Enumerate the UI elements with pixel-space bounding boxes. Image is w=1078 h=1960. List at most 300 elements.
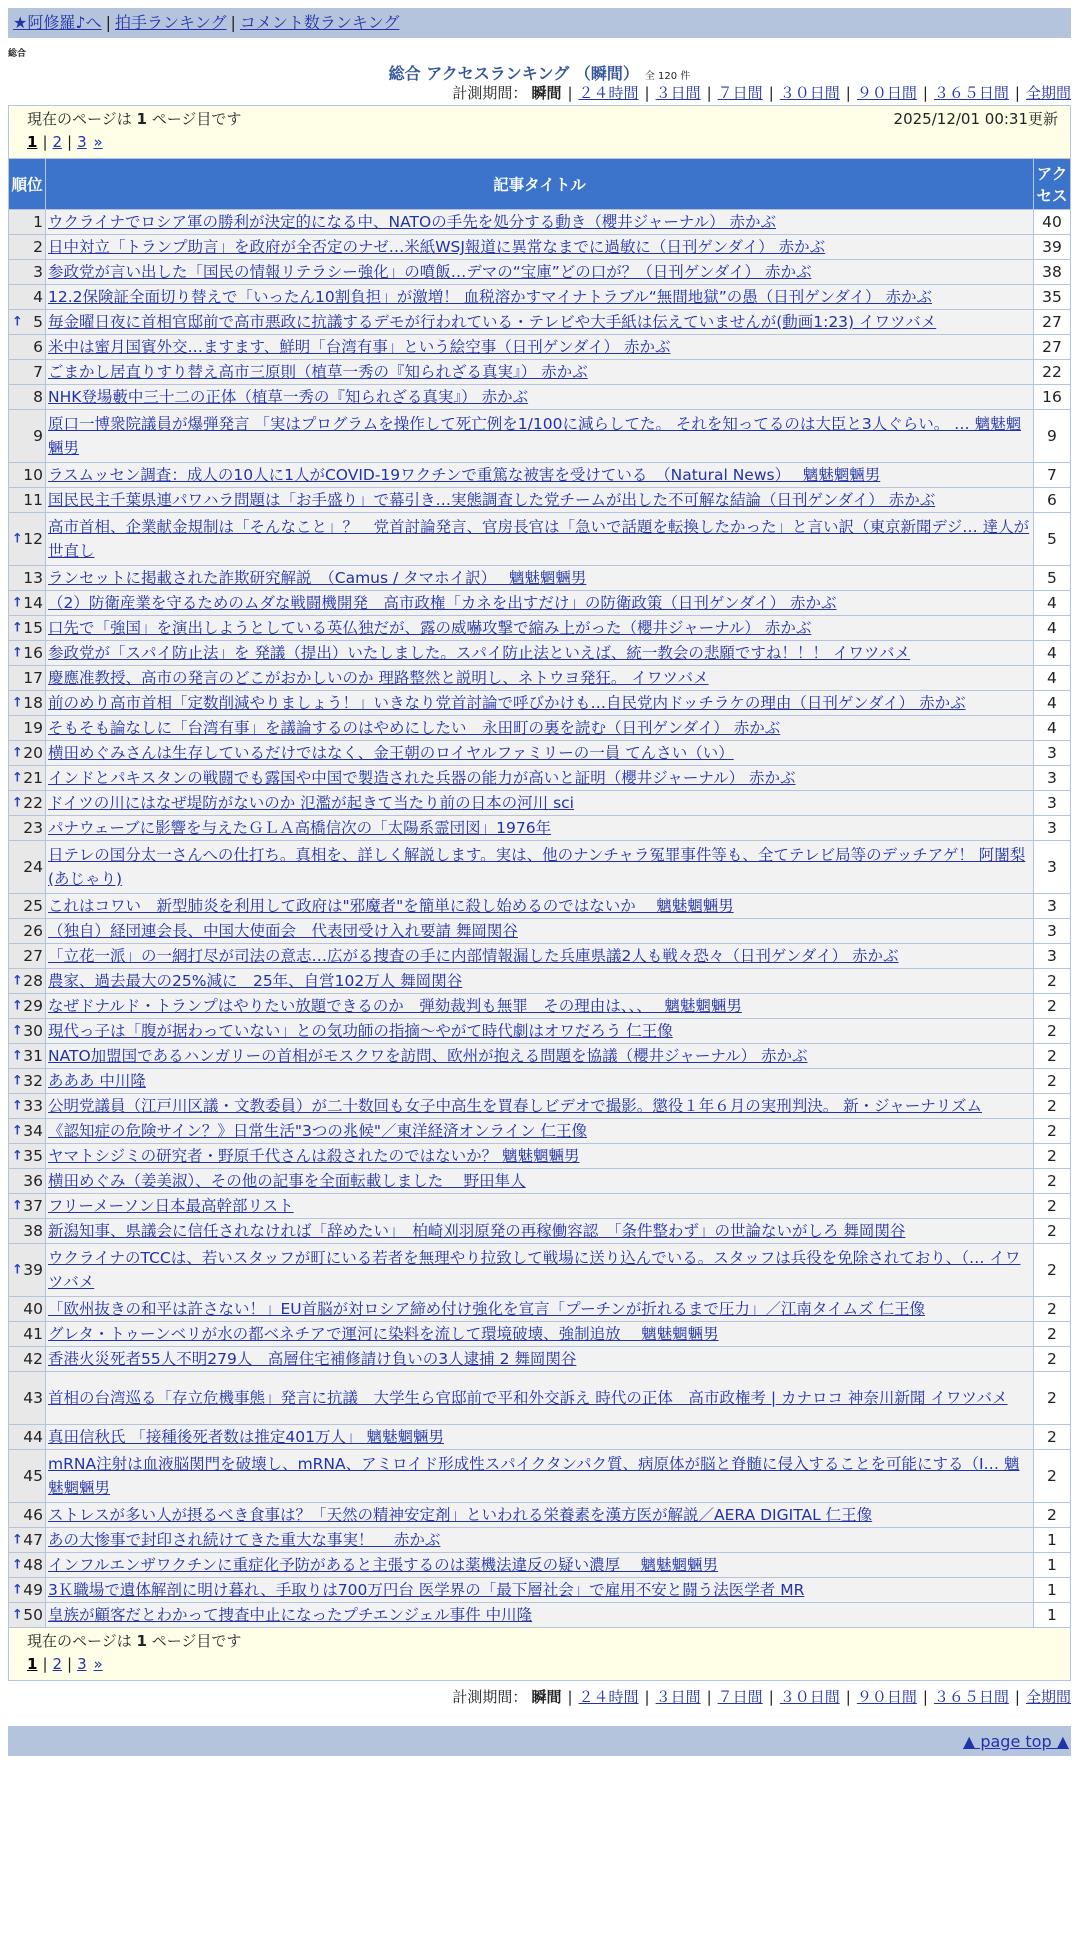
rank-cell (9, 841, 46, 894)
access-count: 1 (1033, 1553, 1070, 1578)
rank-number: 50 (23, 1606, 43, 1624)
rank-cell (9, 566, 46, 591)
table-row (9, 666, 1071, 691)
access-count: 9 (1033, 410, 1070, 463)
title-cell (46, 591, 1034, 616)
title-cell (46, 969, 1034, 994)
access-count: 40 (1033, 210, 1070, 235)
period-separator: | (706, 84, 712, 102)
article-link[interactable]: 公明党議員（江戸川区議・文教委員）が二十数回も女子中高生を買春しビデオで撮影。懲役１年６月の実刑判決。 新・ジャーナリズム (48, 1097, 983, 1115)
access-count: 2 (1033, 1069, 1070, 1094)
col-header-title: 記事タイトル (46, 159, 1034, 210)
access-count: 2 (1033, 1144, 1070, 1169)
next-page-link[interactable]: » (93, 1655, 103, 1673)
up-arrow-icon: ↑ (12, 695, 23, 711)
next-page-link[interactable]: » (93, 133, 103, 151)
article-link[interactable]: 国民民主千葉県連パワハラ問題は「お手盛り」で幕引き…実態調査した党チームが出した不可解な結論（日刊ゲンダイ） 赤かぶ (48, 491, 936, 509)
table-row (9, 1119, 1071, 1144)
up-arrow-icon: ↑ (12, 770, 23, 786)
access-count: 2 (1033, 1094, 1070, 1119)
period-link[interactable]: ２４時間 (578, 84, 639, 102)
rank-cell (9, 385, 46, 410)
access-count: 2 (1033, 1169, 1070, 1194)
period-current: 瞬間 (531, 1688, 562, 1706)
access-count: 4 (1033, 591, 1070, 616)
rank-number: 37 (23, 1197, 43, 1215)
page-current: 1 (27, 1655, 38, 1673)
article-link[interactable]: グレタ・トゥーンベリが水の都ベネチアで運河に染料を流して環境破壊、強制追放 魑魅魍魎男 (48, 1325, 719, 1343)
period-separator: | (922, 1688, 928, 1706)
article-link[interactable]: 首相の台湾巡る「存立危機事態」発言に抗議 大学生ら官邸前で平和外交訴え 時代の正体 高市政権考 | カナロコ 神奈川新聞 イワツバメ (48, 1389, 1008, 1407)
table-row (9, 385, 1071, 410)
rank-number: 9 (33, 427, 43, 445)
rank-cell (9, 1425, 46, 1450)
period-separator: | (1014, 1688, 1020, 1706)
page-links (27, 1652, 1058, 1676)
table-row (9, 1094, 1071, 1119)
access-count: 2 (1033, 1450, 1070, 1503)
period-link[interactable]: ３日間 (655, 84, 701, 102)
rank-number: 47 (23, 1531, 43, 1549)
rank-number: 6 (33, 338, 43, 356)
rank-number: 42 (23, 1350, 43, 1368)
rank-number: 33 (23, 1097, 43, 1115)
title-cell (46, 691, 1034, 716)
rank-cell (9, 1553, 46, 1578)
article-link[interactable]: NATO加盟国であるハンガリーの首相がモスクワを訪問、欧州が抱える問題を協議（櫻井ジャーナル） 赤かぶ (48, 1047, 808, 1065)
title-cell (46, 1044, 1034, 1069)
rank-number: 29 (23, 997, 43, 1015)
article-link[interactable]: これはコワい 新型肺炎を利用して政府は"邪魔者"を簡単に殺し始めるのではないか 魑魅魍魎男 (48, 897, 734, 915)
period-separator: | (768, 84, 774, 102)
access-count: 3 (1033, 944, 1070, 969)
title-cell (46, 488, 1034, 513)
up-arrow-icon: ↑ (12, 745, 23, 761)
up-arrow-icon: ↑ (12, 595, 23, 611)
period-label: 計測期間： (452, 84, 528, 102)
table-row (9, 841, 1071, 894)
article-link[interactable]: ヤマトシジミの研究者・野原千代さんは殺されたのではないか？ 魑魅魍魎男 (48, 1147, 580, 1165)
period-link[interactable]: ９０日間 (856, 1688, 917, 1706)
table-row (9, 816, 1071, 841)
title-cell (46, 463, 1034, 488)
period-link[interactable]: ３０日間 (779, 1688, 840, 1706)
rank-cell (9, 1119, 46, 1144)
article-link[interactable]: mRNA注射は血液脳関門を破壊し、mRNA、アミロイド形成性スパイクタンパク質、病原体が脳と脊髄に侵入することを可能にする（I… 魑魅魍魎男 (48, 1455, 1020, 1497)
table-row (9, 1347, 1071, 1372)
table-row (9, 766, 1071, 791)
rank-number: 18 (23, 694, 43, 712)
rank-number: 44 (23, 1428, 43, 1446)
title-cell (46, 616, 1034, 641)
title-cell (46, 716, 1034, 741)
period-link[interactable]: ２４時間 (578, 1688, 639, 1706)
article-link[interactable]: ウクライナでロシア軍の勝利が決定的になる中、NATOの手先を処分する動き（櫻井ジャーナル） 赤かぶ (48, 213, 777, 231)
col-header-rank: 順位 (9, 159, 46, 210)
title-cell (46, 335, 1034, 360)
title-cell (46, 1297, 1034, 1322)
access-count: 2 (1033, 1044, 1070, 1069)
article-link[interactable]: 米中は蜜月国賓外交…ますます、鮮明「台湾有事」という絵空事（日刊ゲンダイ） 赤かぶ (48, 338, 671, 356)
period-link[interactable]: ３６５日間 (933, 1688, 1009, 1706)
title-cell (46, 210, 1034, 235)
title-cell (46, 1194, 1034, 1219)
access-count: 1 (1033, 1578, 1070, 1603)
article-link[interactable]: 12.2保険証全面切り替えで「いったん10割負担」が激増！ 血税溶かすマイナトラブル“無間地獄”の愚（日刊ゲンダイ） 赤かぶ (48, 288, 932, 306)
article-link[interactable]: 日中対立「トランプ助言」を政府が全否定のナゼ…米紙WSJ報道に異常なまでに過敏に（日刊ゲンダイ） 赤かぶ (48, 238, 826, 256)
access-count: 3 (1033, 894, 1070, 919)
access-count: 2 (1033, 1503, 1070, 1528)
rank-number: 11 (23, 491, 43, 509)
title-cell (46, 566, 1034, 591)
article-link[interactable]: 真田信秋氏 「接種後死者数は推定401万人」 魑魅魍魎男 (48, 1428, 444, 1446)
page-title: 総合 アクセスランキング （瞬間） (388, 64, 639, 83)
up-arrow-icon: ↑ (12, 1607, 23, 1623)
page-separator: | (67, 133, 73, 151)
access-count: 3 (1033, 816, 1070, 841)
access-count: 16 (1033, 385, 1070, 410)
table-row (9, 1297, 1071, 1322)
rank-cell (9, 616, 46, 641)
page-link[interactable]: 2 (52, 1655, 63, 1673)
period-link[interactable]: ３６５日間 (933, 84, 1009, 102)
rank-cell (9, 285, 46, 310)
table-row (9, 1144, 1071, 1169)
rank-number: 40 (23, 1300, 43, 1318)
access-count: 4 (1033, 691, 1070, 716)
top-nav (8, 8, 1071, 38)
table-row (9, 1019, 1071, 1044)
access-count: 4 (1033, 666, 1070, 691)
article-link[interactable]: そもそも論なしに「台湾有事」を議論するのはやめにしたい 永田町の裏を読む（日刊ゲンダイ） 赤かぶ (48, 719, 781, 737)
article-link[interactable]: 前のめり高市首相「定数削減やりましょう！」いきなり党首討論で呼びかけも…自民党内ドッチラケの理由（日刊ゲンダイ） 赤かぶ (48, 694, 966, 712)
article-link[interactable]: パナウェーブに影響を与えたＧＬＡ高橋信次の「太陽系霊団図」1976年 (48, 819, 552, 837)
access-count: 4 (1033, 641, 1070, 666)
article-link[interactable]: フリーメーソン日本最高幹部リスト (48, 1197, 294, 1215)
up-arrow-icon: ↑ (12, 795, 23, 811)
up-arrow-icon: ↑ (12, 1262, 23, 1278)
up-arrow-icon: ↑ (12, 1557, 23, 1573)
rank-cell (9, 310, 46, 335)
title-cell (46, 285, 1034, 310)
access-count: 5 (1033, 566, 1070, 591)
table-row (9, 1069, 1071, 1094)
rank-number: 1 (33, 213, 43, 231)
access-count: 27 (1033, 310, 1070, 335)
title-cell (46, 641, 1034, 666)
rank-number: 21 (23, 769, 43, 787)
access-count: 35 (1033, 285, 1070, 310)
rank-number: 26 (23, 922, 43, 940)
table-row (9, 335, 1071, 360)
rank-cell (9, 1578, 46, 1603)
period-selector-bottom (8, 1685, 1071, 1709)
article-link[interactable]: ウクライナのTCCは、若いスタッフが町にいる若者を無理やり拉致して戦場に送り込んでいる。スタッフは兵役を免除されており、（… イワツバメ (48, 1249, 1021, 1291)
article-link[interactable]: あああ 中川隆 (48, 1072, 146, 1090)
access-count: 3 (1033, 841, 1070, 894)
rank-number: 5 (33, 313, 43, 331)
rank-cell (9, 919, 46, 944)
access-count: 27 (1033, 335, 1070, 360)
table-row (9, 1244, 1071, 1297)
title-cell (46, 1019, 1034, 1044)
period-separator: | (567, 1688, 573, 1706)
period-separator: | (706, 1688, 712, 1706)
rank-cell (9, 1194, 46, 1219)
article-link[interactable]: 原口一博衆院議員が爆弾発言 「実はプログラムを操作して死亡例を1/100に減らしてた。 それを知ってるのは大臣と3人ぐらい。 … 魑魅魍魎男 (48, 415, 1022, 457)
table-row (9, 1578, 1071, 1603)
rank-number: 41 (23, 1325, 43, 1343)
up-arrow-icon: ↑ (12, 1023, 23, 1039)
period-link[interactable]: ７日間 (717, 84, 763, 102)
rank-number: 19 (23, 719, 43, 737)
rank-cell (9, 1372, 46, 1425)
rank-number: 3 (33, 263, 43, 281)
period-link[interactable]: 全期間 (1025, 84, 1071, 102)
rank-cell (9, 410, 46, 463)
article-link[interactable]: 皇族が顧客だとわかって捜査中止になったプチエンジェル事件 中川隆 (48, 1606, 533, 1624)
article-link[interactable]: ランセットに掲載された詐欺研究解説 （Camus / タマホイ訳） 魑魅魍魎男 (48, 569, 587, 587)
rank-cell (9, 1603, 46, 1628)
title-cell (46, 1169, 1034, 1194)
up-arrow-icon: ↑ (12, 973, 23, 989)
article-link[interactable]: 日テレの国分太一さんへの仕打ち。真相を、詳しく解説します。実は、他のナンチャラ冤罪事件等も、全てテレビ局等のデッチアゲ！ 阿闍梨(あじゃり) (48, 846, 1026, 888)
up-arrow-icon: ↑ (12, 1582, 23, 1598)
period-link[interactable]: ９０日間 (856, 84, 917, 102)
rank-number: 16 (23, 644, 43, 662)
rank-cell (9, 816, 46, 841)
title-cell (46, 385, 1034, 410)
table-row (9, 1603, 1071, 1628)
table-row (9, 1322, 1071, 1347)
table-row (9, 994, 1071, 1019)
access-count: 2 (1033, 1425, 1070, 1450)
table-row (9, 1450, 1071, 1503)
access-count: 2 (1033, 1194, 1070, 1219)
period-selector-top (8, 81, 1071, 105)
article-link[interactable]: 農家、過去最大の25%減に 25年、自営102万人 舞岡関谷 (48, 972, 463, 990)
access-count: 39 (1033, 235, 1070, 260)
table-row (9, 1194, 1071, 1219)
up-arrow-icon: ↑ (12, 1198, 23, 1214)
article-link[interactable]: ごまかし居直りすり替え高市三原則（植草一秀の『知られざる真実』） 赤かぶ (48, 363, 588, 381)
article-link[interactable]: 毎金曜日夜に首相官邸前で高市悪政に抗議するデモが行われている・テレビや大手紙は伝えていませんが(動画1:23) イワツバメ (48, 313, 937, 331)
col-header-access: アクセス (1033, 159, 1070, 210)
article-link[interactable]: ストレスが多い人が摂るべき食事は？「天然の精神安定剤」といわれる栄養素を漢方医が解説／AERA DIGITAL 仁王像 (48, 1506, 873, 1524)
home-link[interactable]: ★阿修羅♪へ (13, 13, 102, 32)
rank-number: 39 (23, 1261, 43, 1279)
rank-cell (9, 1450, 46, 1503)
rank-number: 25 (23, 897, 43, 915)
rank-number: 24 (23, 858, 43, 876)
rank-number: 30 (23, 1022, 43, 1040)
title-cell (46, 944, 1034, 969)
article-link[interactable]: ドイツの川にはなぜ堤防がないのか 氾濫が起きて当たり前の日本の河川 sci (48, 794, 574, 812)
access-count: 2 (1033, 1119, 1070, 1144)
article-link[interactable]: 新潟知事、県議会に信任されなければ「辞めたい」 柏崎刈羽原発の再稼働容認 「条件整わず」の世論ないがしろ 舞岡関谷 (48, 1222, 906, 1240)
title-cell (46, 1347, 1034, 1372)
rank-cell (9, 691, 46, 716)
article-link[interactable]: ラスムッセン調査：成人の10人に1人がCOVID-19ワクチンで重篤な被害を受けている （Natural News） 魑魅魍魎男 (48, 466, 881, 484)
category-label: 総合 (8, 49, 27, 59)
footer-bar (8, 1726, 1071, 1756)
pager-bottom (9, 1628, 1071, 1681)
access-count: 1 (1033, 1603, 1070, 1628)
updated-timestamp: 2025/12/01 00:31更新 (893, 110, 1058, 128)
period-link[interactable]: 全期間 (1025, 1688, 1071, 1706)
article-link[interactable]: 現代っ子は「腹が据わっていない」との気功師の指摘〜やがて時代劇はオワだろう 仁王像 (48, 1022, 673, 1040)
clap-ranking-link[interactable]: 拍手ランキング (114, 13, 227, 32)
title-cell (46, 1144, 1034, 1169)
rank-number: 22 (23, 794, 43, 812)
table-row (9, 360, 1071, 385)
rank-cell (9, 1244, 46, 1297)
period-separator: | (644, 84, 650, 102)
article-link[interactable]: 香港火災死者55人不明279人 高層住宅補修請け負いの3人逮捕 2 舞岡関谷 (48, 1350, 577, 1368)
title-cell (46, 666, 1034, 691)
period-separator: | (845, 84, 851, 102)
rank-number: 45 (23, 1467, 43, 1485)
title-cell (46, 741, 1034, 766)
access-count: 2 (1033, 1372, 1070, 1425)
period-separator: | (567, 84, 573, 102)
table-row (9, 463, 1071, 488)
period-separator: | (1014, 84, 1020, 102)
access-count: 3 (1033, 919, 1070, 944)
title-cell (46, 894, 1034, 919)
page-link[interactable]: 3 (77, 1655, 87, 1673)
rank-cell (9, 1297, 46, 1322)
rank-cell (9, 1044, 46, 1069)
ranking-header (8, 61, 1071, 81)
article-link[interactable]: なぜドナルド・トランプはやりたい放題できるのか 弾劾裁判も無罪 その理由は、、、 魑魅魍魎男 (48, 997, 742, 1015)
table-row (9, 641, 1071, 666)
up-arrow-icon: ↑ (12, 1073, 23, 1089)
title-cell (46, 841, 1034, 894)
period-link[interactable]: ３０日間 (779, 84, 840, 102)
article-link[interactable]: あの大惨事で封印され続けてきた重大な事実！ 赤かぶ (48, 1531, 441, 1549)
article-link[interactable]: インドとパキスタンの戦闘でも露国や中国で製造された兵器の能力が高いと証明（櫻井ジャーナル） 赤かぶ (48, 769, 796, 787)
rank-number: 17 (23, 669, 43, 687)
rank-cell (9, 1219, 46, 1244)
table-row (9, 894, 1071, 919)
access-count: 2 (1033, 969, 1070, 994)
rank-cell (9, 994, 46, 1019)
title-cell (46, 1425, 1034, 1450)
article-link[interactable]: 参政党が「スパイ防止法」を 発議（提出）いたしました。スパイ防止法といえば、統一教会の悲願ですね！！！ イワツバメ (48, 644, 911, 662)
page-link[interactable]: 2 (52, 133, 63, 151)
rank-cell (9, 666, 46, 691)
article-link[interactable]: NHK登場藪中三十二の正体（植草一秀の『知られざる真実』） 赤かぶ (48, 388, 529, 406)
current-page-text: 現在のページは 1 ページ目です (27, 1632, 242, 1650)
rank-cell (9, 260, 46, 285)
article-link[interactable]: 「欧州抜きの和平は許さない！」EU首脳が対ロシア締め付け強化を宣言「プーチンが折れるまで圧力」／江南タイムズ 仁王像 (48, 1300, 926, 1318)
rank-number: 38 (23, 1222, 43, 1240)
table-row (9, 1219, 1071, 1244)
title-cell (46, 1553, 1034, 1578)
rank-number: 20 (23, 744, 43, 762)
period-separator: | (845, 1688, 851, 1706)
rank-cell (9, 894, 46, 919)
article-link[interactable]: 「立花一派」の一網打尽が司法の意志…広がる捜査の手に内部情報漏した兵庫県議2人も戦々恐々（日刊ゲンダイ） 赤かぶ (48, 947, 899, 965)
rank-cell (9, 1169, 46, 1194)
period-link[interactable]: ３日間 (655, 1688, 701, 1706)
article-link[interactable]: 高市首相、企業献金規制は「そんなこと」？ 党首討論発言、官房長官は「急いで話題を転換したかった」と言い訳（東京新聞デジ… 達人が世直し (48, 518, 1030, 560)
table-row (9, 691, 1071, 716)
table-row (9, 969, 1071, 994)
article-link[interactable]: インフルエンザワクチンに重症化予防があると主張するのは薬機法違反の疑い濃厚 魑魅魍魎男 (48, 1556, 719, 1574)
title-cell (46, 791, 1034, 816)
rank-number: 28 (23, 972, 43, 990)
article-link[interactable]: 横田めぐみさんは生存しているだけではなく、金王朝のロイヤルファミリーの一員 てんさい（い） (48, 744, 734, 762)
access-count: 2 (1033, 994, 1070, 1019)
table-row (9, 310, 1071, 335)
article-link[interactable]: 慶應准教授、高市の発言のどこがおかしいのか 理路整然と説明し、ネトウヨ発狂。 イワツバメ (48, 669, 709, 687)
access-count: 2 (1033, 1322, 1070, 1347)
table-row (9, 716, 1071, 741)
period-link[interactable]: ７日間 (717, 1688, 763, 1706)
article-link[interactable]: （独自）経団連会長、中国大使面会 代表団受け入れ要請 舞岡関谷 (48, 922, 518, 940)
table-row (9, 566, 1071, 591)
rank-number: 31 (23, 1047, 43, 1065)
article-link[interactable]: 参政党が言い出した「国民の情報リテラシー強化」の噴飯…デマの“宝庫”どの口が？（日刊ゲンダイ） 赤かぶ (48, 263, 812, 281)
page-separator: | (42, 1655, 48, 1673)
rank-cell (9, 1019, 46, 1044)
rank-cell (9, 1144, 46, 1169)
rank-number: 14 (23, 594, 43, 612)
rank-number: 36 (23, 1172, 43, 1190)
ranking-table (8, 105, 1071, 1681)
article-link[interactable]: 横田めぐみ（姜美淑）、その他の記事を全面転載しました 野田隼人 (48, 1172, 526, 1190)
up-arrow-icon: ↑ (12, 1532, 23, 1548)
access-count: 38 (1033, 260, 1070, 285)
table-row (9, 1503, 1071, 1528)
access-count: 3 (1033, 791, 1070, 816)
page-top-link[interactable]: ▲ page top ▲ (962, 1732, 1069, 1751)
title-cell (46, 260, 1034, 285)
period-label: 計測期間： (452, 1688, 528, 1706)
article-link[interactable]: 口先で「強国」を演出しようとしている英仏独だが、露の威嚇攻撃で縮み上がった（櫻井ジャーナル） 赤かぶ (48, 619, 812, 637)
table-row (9, 1425, 1071, 1450)
access-count: 7 (1033, 463, 1070, 488)
comment-ranking-link[interactable]: コメント数ランキング (239, 13, 400, 32)
up-arrow-icon: ↑ (12, 1123, 23, 1139)
page-link[interactable]: 3 (77, 133, 87, 151)
rank-number: 32 (23, 1072, 43, 1090)
period-separator: | (644, 1688, 650, 1706)
rank-cell (9, 741, 46, 766)
title-cell (46, 1503, 1034, 1528)
up-arrow-icon: ↑ (12, 620, 23, 636)
title-cell (46, 1528, 1034, 1553)
rank-cell (9, 1528, 46, 1553)
article-link[interactable]: 3Ｋ職場で遺体解剖に明け暮れ、手取りは700万円台 医学界の「最下層社会」で雇用不安と闘う法医学者 MR (48, 1581, 805, 1599)
table-row (9, 235, 1071, 260)
article-link[interactable]: 《認知症の危険サイン？》日常生活"3つの兆候"／東洋経済オンライン 仁王像 (48, 1122, 587, 1140)
nav-separator: | (230, 13, 236, 32)
rank-cell (9, 791, 46, 816)
access-count: 2 (1033, 1219, 1070, 1244)
access-count: 3 (1033, 766, 1070, 791)
rank-number: 15 (23, 619, 43, 637)
item-count: 全 120 件 (644, 71, 691, 82)
rank-number: 4 (33, 288, 43, 306)
title-cell (46, 1372, 1034, 1425)
article-link[interactable]: （2）防衛産業を守るためのムダな戦闘機開発 高市政権「カネを出すだけ」の防衛政策（日刊ゲンダイ） 赤かぶ (48, 594, 837, 612)
rank-cell (9, 1094, 46, 1119)
title-cell (46, 1244, 1034, 1297)
rank-number: 34 (23, 1122, 43, 1140)
